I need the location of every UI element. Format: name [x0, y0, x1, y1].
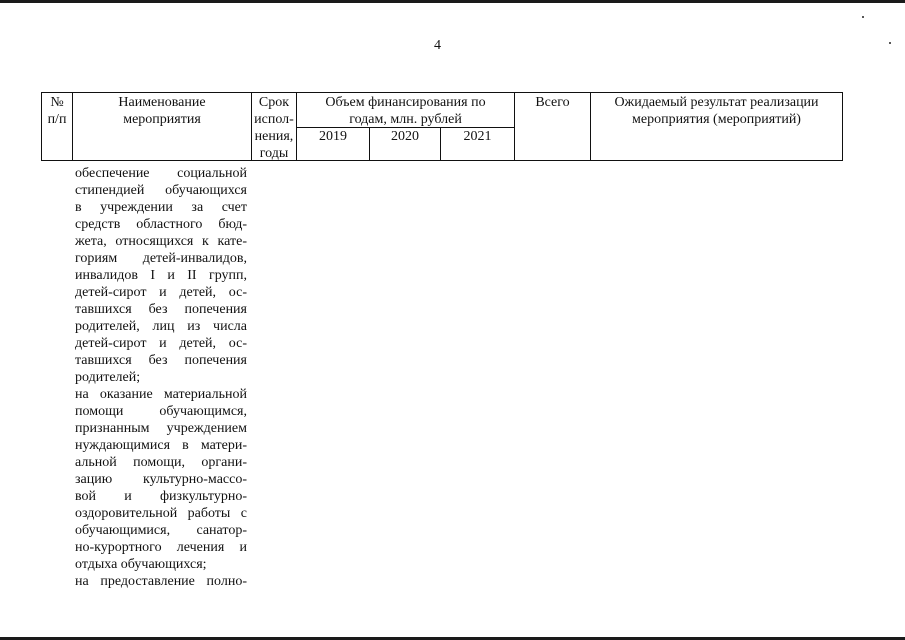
text-line: родителей, лиц из числа — [75, 319, 247, 334]
text-line: зацию культурно-массо- — [75, 472, 247, 487]
header-year-2021: 2021 — [463, 129, 492, 144]
text-line: инвалидов I и II групп, — [75, 268, 247, 283]
header-year-2020: 2020 — [391, 129, 419, 144]
scan-edge-top — [0, 0, 905, 3]
text-line: стипендией обучающихся — [75, 183, 247, 198]
header-number: № п/п — [47, 95, 67, 127]
text-line: помощи обучающимся, — [75, 404, 247, 419]
text-line: обеспечение социальной — [75, 166, 247, 181]
text-line: жета, относящихся к кате- — [75, 234, 247, 249]
header-name: Наименование мероприятия — [118, 95, 206, 127]
text-line: оздоровительной работы с — [75, 506, 247, 521]
text-line: на предоставление полно- — [75, 574, 247, 589]
text-line: признанным учреждением — [75, 421, 247, 436]
text-line: на оказание материальной — [75, 387, 247, 402]
header-total: Всего — [535, 95, 570, 110]
text-line: альной помощи, органи- — [75, 455, 247, 470]
text-line: но-курортного лечения и — [75, 540, 247, 555]
text-line: средств областного бюд- — [75, 217, 247, 232]
measure-description — [75, 165, 247, 590]
text-line: тавшихся без попечения — [75, 353, 247, 368]
text-line: вой и физкультурно- — [75, 489, 247, 504]
text-line: родителей; — [75, 370, 141, 385]
text-line: в учреждении за счет — [75, 200, 247, 215]
page-number: 4 — [434, 38, 441, 53]
text-line: гориям детей-инвалидов, — [75, 251, 247, 266]
header-result: Ожидаемый результат реализации мероприятия (мероприятий) — [614, 95, 819, 127]
scan-speck — [889, 42, 891, 44]
header-term: Срок испол- нения, годы — [254, 95, 294, 161]
text-line: тавшихся без попечения — [75, 302, 247, 317]
text-line: детей-сирот и детей, ос- — [75, 285, 247, 300]
header-funding: Объем финансирования по годам, млн. рублей — [325, 95, 486, 127]
text-line: нуждающимися в матери- — [75, 438, 247, 453]
text-line: детей-сирот и детей, ос- — [75, 336, 247, 351]
scan-speck — [862, 16, 864, 18]
header-year-2019: 2019 — [319, 129, 347, 144]
text-line: отдыха обучающихся; — [75, 557, 207, 572]
text-line: обучающимися, санатор- — [75, 523, 247, 538]
